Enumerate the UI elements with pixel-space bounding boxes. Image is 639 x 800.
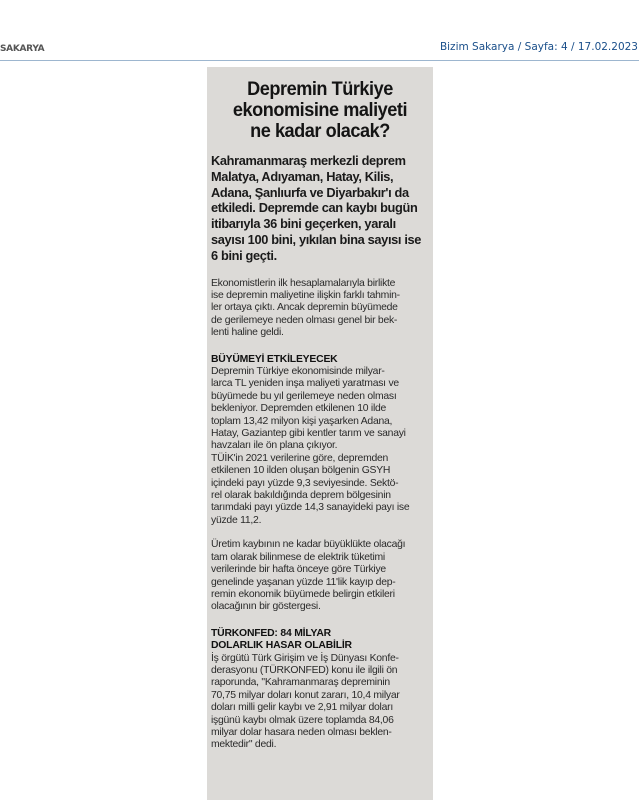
body-line: ler ortaya çıktı. Ancak depremin büyümede — [211, 302, 398, 314]
section-paragraph — [211, 366, 427, 527]
body-line: tarımdaki payı yüzde 14,3 sanayideki payı ise — [211, 502, 410, 514]
body-line: verilerinde bir hafta önceye göre Türkiye — [211, 564, 386, 576]
body-line: Depremin Türkiye ekonomisinde milyar- — [211, 366, 385, 378]
lead-line: itibarıyla 36 bini geçerken, yaralı — [211, 216, 396, 232]
section-heading: BÜYÜMEYİ ETKİLEYECEK — [211, 353, 338, 365]
body-line: TÜİK'in 2021 verilerine göre, depremden — [211, 452, 389, 464]
body-line: derasyonu (TÜRKONFED) konu ile ilgili ön — [211, 664, 398, 676]
body-line: milyar dolar hasara neden olması beklen- — [211, 726, 392, 738]
body-line: doları milli gelir kaybı ve 2,91 milyar doları — [211, 702, 393, 714]
body-line: tam olarak bilinmese de elektrik tüketimi — [211, 551, 385, 563]
lead-line: Adana, Şanlıurfa ve Diyarbakır'ı da — [211, 184, 409, 200]
lead-line: Malatya, Adıyaman, Hatay, Kilis, — [211, 168, 394, 184]
header-divider — [0, 60, 639, 61]
body-line: bekleniyor. Depremden etkilenen 10 ilde — [211, 403, 387, 415]
intro-paragraph — [211, 278, 427, 340]
body-line: işgünü kaybı olmak üzere toplamda 84,06 — [211, 714, 394, 726]
body-line: içindeki payı yüzde 9,3 seviyesinde. Sektö- — [211, 477, 399, 489]
body-line: larca TL yeniden inşa maliyeti yaratması ve — [211, 378, 399, 390]
article-lead — [211, 153, 427, 264]
lead-line: etkiledi. Depremde can kaybı bugün — [211, 200, 418, 216]
body-line: Ekonomistlerin ilk hesaplamalarıyla birlikte — [211, 277, 396, 289]
lead-line: sayısı 100 bini, yıkılan bina sayısı ise — [211, 231, 422, 247]
body-line: Üretim kaybının ne kadar büyüklükte olacağı — [211, 539, 406, 551]
section-paragraph — [211, 539, 427, 613]
body-line: toplam 13,42 milyon kişi yaşarken Adana, — [211, 415, 393, 427]
headline-line: ne kadar olacak? — [250, 120, 390, 142]
article-headline — [215, 79, 425, 142]
publication-logo — [0, 44, 44, 54]
body-line: rel olarak bakıldığında deprem bölgesinin — [211, 490, 391, 502]
body-line: İş örgütü Türk Girişim ve İş Dünyası Konfe- — [211, 652, 399, 664]
publication-meta: Bizim Sakarya / Sayfa: 4 / 17.02.2023 — [439, 41, 638, 53]
lead-line: Kahramanmaraş merkezli deprem — [211, 153, 406, 168]
body-line: lenti haline geldi. — [211, 327, 284, 339]
body-line: Hatay, Gaziantep gibi kentler tarım ve sanayi — [211, 428, 406, 440]
body-line: yüzde 11,2. — [211, 514, 262, 526]
body-line: havzaları ile ön plana çıkıyor. — [211, 440, 338, 452]
body-line: raporunda, "Kahramanmaraş depreminin — [211, 677, 390, 689]
section-heading — [211, 628, 427, 653]
body-line: 70,75 milyar doları konut zararı, 10,4 milyar — [211, 689, 400, 701]
headline-line: Depremin Türkiye — [247, 78, 393, 100]
body-line: etkilenen 10 ilden oluşan bölgenin GSYH — [211, 465, 391, 477]
body-line: olacağının bir göstergesi. — [211, 601, 321, 613]
body-line: ise depremin maliyetine ilişkin farklı tahmin- — [211, 289, 400, 301]
body-line: de gerilemeye neden olması genel bir bek- — [211, 314, 398, 326]
lead-line: 6 bini geçti. — [211, 247, 277, 263]
body-line: remin ekonomik büyümede belirgin etkileri — [211, 588, 395, 600]
newspaper-clipping — [207, 67, 433, 800]
body-line: mektedir" dedi. — [211, 739, 277, 751]
logo-text: SAKARYA — [0, 44, 45, 54]
section-paragraph — [211, 653, 427, 752]
body-line: büyümede bu yıl gerilemeye neden olması — [211, 390, 397, 402]
heading-line: TÜRKONFED: 84 MİLYAR — [211, 627, 331, 639]
heading-line: DOLARLIK HASAR OLABİLİR — [211, 640, 352, 652]
headline-line: ekonomisine maliyeti — [232, 99, 408, 121]
body-line: genelinde yaşanan yüzde 11'lik kayıp dep- — [211, 576, 396, 588]
